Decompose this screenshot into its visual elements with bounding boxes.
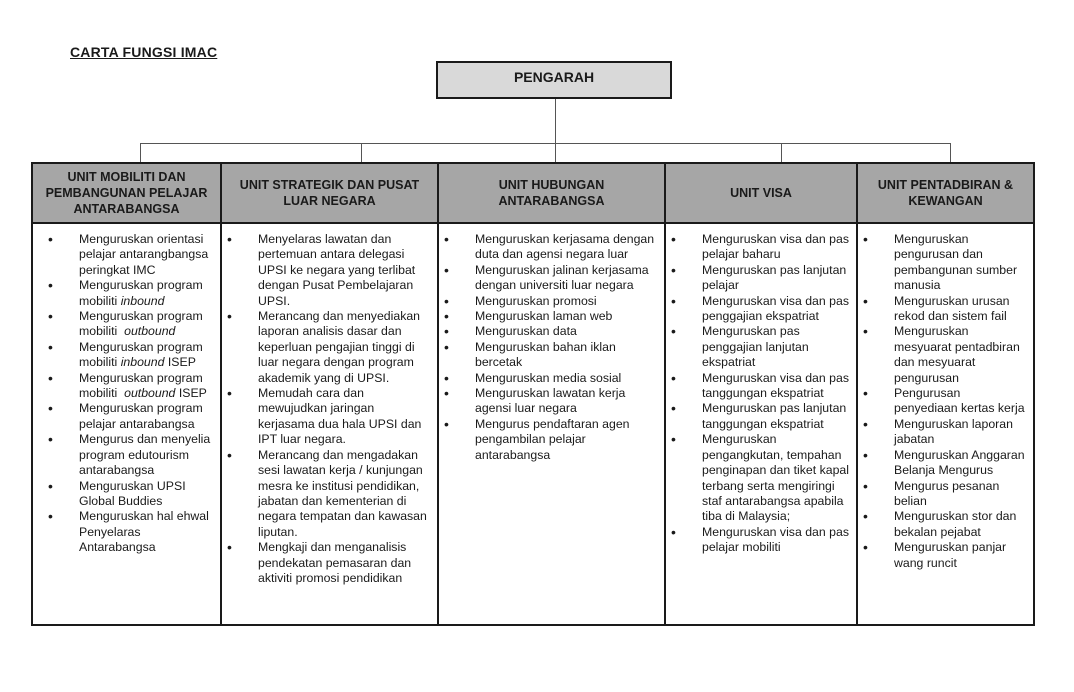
list-item: • Menguruskan program mobiliti outbound	[79, 309, 214, 340]
task-list	[222, 224, 437, 586]
list-item: • Menguruskan hal ehwal Penyelaras Antarabangsa	[79, 509, 214, 555]
list-item: • Menguruskan pas penggajian lanjutan ekspatriat	[702, 324, 850, 370]
unit-connector-3	[781, 143, 782, 162]
list-item: • Menguruskan mesyuarat pentadbiran dan mesyuarat pengurusan	[894, 324, 1027, 386]
list-item: • Menguruskan orientasi pelajar antarangbangsa peringkat IMC	[79, 232, 214, 278]
list-item: • Menyelaras lawatan dan pertemuan antara delegasi UPSI ke negara yang terlibat dengan Pusat Pembelajaran UPSI.	[258, 232, 431, 309]
list-item: • Menguruskan Anggaran Belanja Mengurus	[894, 448, 1027, 479]
branch-connector	[140, 143, 950, 144]
chart-title: CARTA FUNGSI IMAC	[70, 44, 218, 60]
list-item: • Menguruskan pengurusan dan pembangunan sumber manusia	[894, 232, 1027, 294]
root-connector	[555, 99, 556, 162]
unit-table	[31, 162, 1035, 626]
list-item: • Menguruskan visa dan pas pelajar mobiliti	[702, 525, 850, 556]
list-item: • Mengurus pendaftaran agen pengambilan pelajar antarabangsa	[475, 417, 658, 463]
unit-pentadbiran	[858, 164, 1033, 624]
list-item: • Mengurus pesanan belian	[894, 479, 1027, 510]
unit-connector-1	[140, 143, 141, 162]
list-item: • Menguruskan pas lanjutan tanggungan ekspatriat	[702, 401, 850, 432]
list-item: • Menguruskan program mobiliti inbound	[79, 278, 214, 309]
list-item: • Menguruskan jalinan kerjasama dengan universiti luar negara	[475, 263, 658, 294]
task-list	[439, 224, 664, 463]
pengarah-label: PENGARAH	[513, 69, 595, 85]
list-item: • Menguruskan visa dan pas pelajar baharu	[702, 232, 850, 263]
list-item: • Menguruskan UPSI Global Buddies	[79, 479, 214, 510]
task-list	[33, 224, 220, 556]
unit-heading: UNIT HUBUNGAN ANTARABANGSA	[439, 164, 664, 224]
list-item: • Menguruskan visa dan pas tanggungan ekspatriat	[702, 371, 850, 402]
list-item: • Menguruskan visa dan pas penggajian ekspatriat	[702, 294, 850, 325]
unit-heading: UNIT VISA	[666, 164, 856, 224]
unit-heading: UNIT STRATEGIK DAN PUSAT LUAR NEGARA	[222, 164, 437, 224]
unit-heading: UNIT MOBILITI DAN PEMBANGUNAN PELAJAR ANTARABANGSA	[33, 164, 220, 224]
list-item: • Menguruskan panjar wang runcit	[894, 540, 1027, 571]
unit-heading: UNIT PENTADBIRAN & KEWANGAN	[858, 164, 1033, 224]
list-item: • Merancang dan mengadakan sesi lawatan kerja / kunjungan mesra ke institusi pendidikan, jabatan dan kementerian di negara tempatan dan kawasan liputan.	[258, 448, 431, 540]
list-item: • Mengkaji dan menganalisis pendekatan pemasaran dan aktiviti promosi pendidikan	[258, 540, 431, 586]
list-item: • Pengurusan penyediaan kertas kerja	[894, 386, 1027, 417]
list-item: • Menguruskan stor dan bekalan pejabat	[894, 509, 1027, 540]
list-item: • Menguruskan bahan iklan bercetak	[475, 340, 658, 371]
list-item: • Menguruskan program pelajar antarabangsa	[79, 401, 214, 432]
list-item: • Merancang dan menyediakan laporan analisis dasar dan keperluan pengajian tinggi di luar negara dengan program akademik yang di UPSI.	[258, 309, 431, 386]
list-item: • Menguruskan lawatan kerja agensi luar negara	[475, 386, 658, 417]
list-item: • Memudah cara dan mewujudkan jaringan kerjasama dua hala UPSI dan IPT luar negara.	[258, 386, 431, 448]
list-item: • Menguruskan program mobiliti inbound ISEP	[79, 340, 214, 371]
list-item: • Menguruskan promosi	[475, 294, 658, 309]
task-list	[666, 224, 856, 556]
unit-visa	[666, 164, 858, 624]
task-list	[858, 224, 1033, 571]
list-item: • Menguruskan pas lanjutan pelajar	[702, 263, 850, 294]
list-item: • Mengurus dan menyelia program edutourism antarabangsa	[79, 432, 214, 478]
list-item: • Menguruskan media sosial	[475, 371, 658, 386]
list-item: • Menguruskan laman web	[475, 309, 658, 324]
pengarah-box	[436, 61, 672, 99]
unit-hubungan	[439, 164, 666, 624]
list-item: • Menguruskan program mobiliti outbound ISEP	[79, 371, 214, 402]
unit-connector-2	[361, 143, 362, 162]
unit-strategik	[222, 164, 439, 624]
list-item: • Menguruskan kerjasama dengan duta dan agensi negara luar	[475, 232, 658, 263]
unit-connector-4	[950, 143, 951, 162]
unit-mobiliti	[33, 164, 222, 624]
list-item: • Menguruskan laporan jabatan	[894, 417, 1027, 448]
list-item: • Menguruskan data	[475, 324, 658, 339]
list-item: • Menguruskan pengangkutan, tempahan penginapan dan tiket kapal terbang serta mengiringi staf antarabangsa apabila tiba di Malaysia;	[702, 432, 850, 524]
list-item: • Menguruskan urusan rekod dan sistem fail	[894, 294, 1027, 325]
